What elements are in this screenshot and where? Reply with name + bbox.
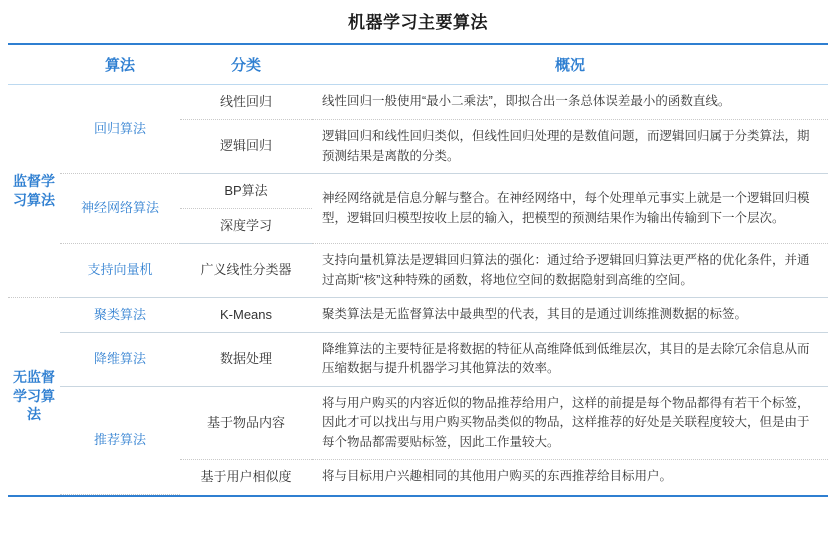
table-row — [8, 333, 828, 387]
overview-svm: 支持向量机算法是逻辑回归算法的强化：通过给予逻辑回归算法更严格的优化条件，并通过高斯“核”这种特殊的函数，将地位空间的数据隐射到高维的空间。 — [312, 244, 828, 298]
overview-logistic-regression: 逻辑回归和线性回归类似，但线性回归处理的是数值问题，而逻辑回归属于分类算法，期预测结果是离散的分类。 — [312, 120, 828, 174]
overview-item-based: 将与用户购买的内容近似的物品推荐给用户，这样的前提是每个物品都得有若干个标签，因此才可以找出与用户购买物品类似的物品，这样推荐的好处是关联程度较大，但是由于每个物品都需要贴标签，因此工作量较大。 — [312, 386, 828, 459]
group-label-supervised: 监督学习算法 — [8, 85, 60, 298]
algorithms-table — [8, 43, 828, 495]
table-row — [8, 297, 828, 332]
overview-user-based: 将与目标用户兴趣相同的其他用户购买的东西推荐给目标用户。 — [312, 459, 828, 494]
table-row — [8, 85, 828, 120]
category-data-processing: 数据处理 — [180, 333, 312, 387]
page-title: 机器学习主要算法 — [348, 13, 488, 32]
category-bp-algorithm: BP算法 — [180, 173, 312, 208]
category-deep-learning: 深度学习 — [180, 209, 312, 244]
algorithm-svm: 支持向量机 — [60, 244, 180, 298]
table-row — [8, 173, 828, 208]
category-linear-regression: 线性回归 — [180, 85, 312, 120]
group-label-unsupervised: 无监督学习算法 — [8, 297, 60, 494]
category-user-based: 基于用户相似度 — [180, 459, 312, 494]
overview-linear-regression: 线性回归一般使用“最小二乘法”，即拟合出一条总体误差最小的函数直线。 — [312, 85, 828, 120]
table-row — [8, 386, 828, 459]
header-overview: 概况 — [312, 44, 828, 85]
algorithm-recommendation: 推荐算法 — [60, 386, 180, 494]
table-bottom-rule — [8, 495, 828, 497]
algorithm-neural-network: 神经网络算法 — [60, 173, 180, 243]
category-item-based: 基于物品内容 — [180, 386, 312, 459]
header-algorithm: 算法 — [60, 44, 180, 85]
category-logistic-regression: 逻辑回归 — [180, 120, 312, 174]
table-row — [8, 244, 828, 298]
header-group — [8, 44, 60, 85]
overview-neural-network: 神经网络就是信息分解与整合。在神经网络中，每个处理单元事实上就是一个逻辑回归模型，逻辑回归模型按收上层的输入，把模型的预测结果作为输出传输到下一个层次。 — [312, 173, 828, 243]
category-kmeans: K-Means — [180, 297, 312, 332]
overview-clustering: 聚类算法是无监督算法中最典型的代表，其目的是通过训练推测数据的标签。 — [312, 297, 828, 332]
algorithm-clustering: 聚类算法 — [60, 297, 180, 332]
table-header-row — [8, 44, 828, 85]
header-category: 分类 — [180, 44, 312, 85]
algorithm-regression: 回归算法 — [60, 85, 180, 174]
overview-dimensionality-reduction: 降维算法的主要特征是将数据的特征从高维降低到低维层次，其目的是去除冗余信息从而压缩数据与提升机器学习其他算法的效率。 — [312, 333, 828, 387]
category-generalized-linear-classifier: 广义线性分类器 — [180, 244, 312, 298]
algorithm-dimensionality-reduction: 降维算法 — [60, 333, 180, 387]
